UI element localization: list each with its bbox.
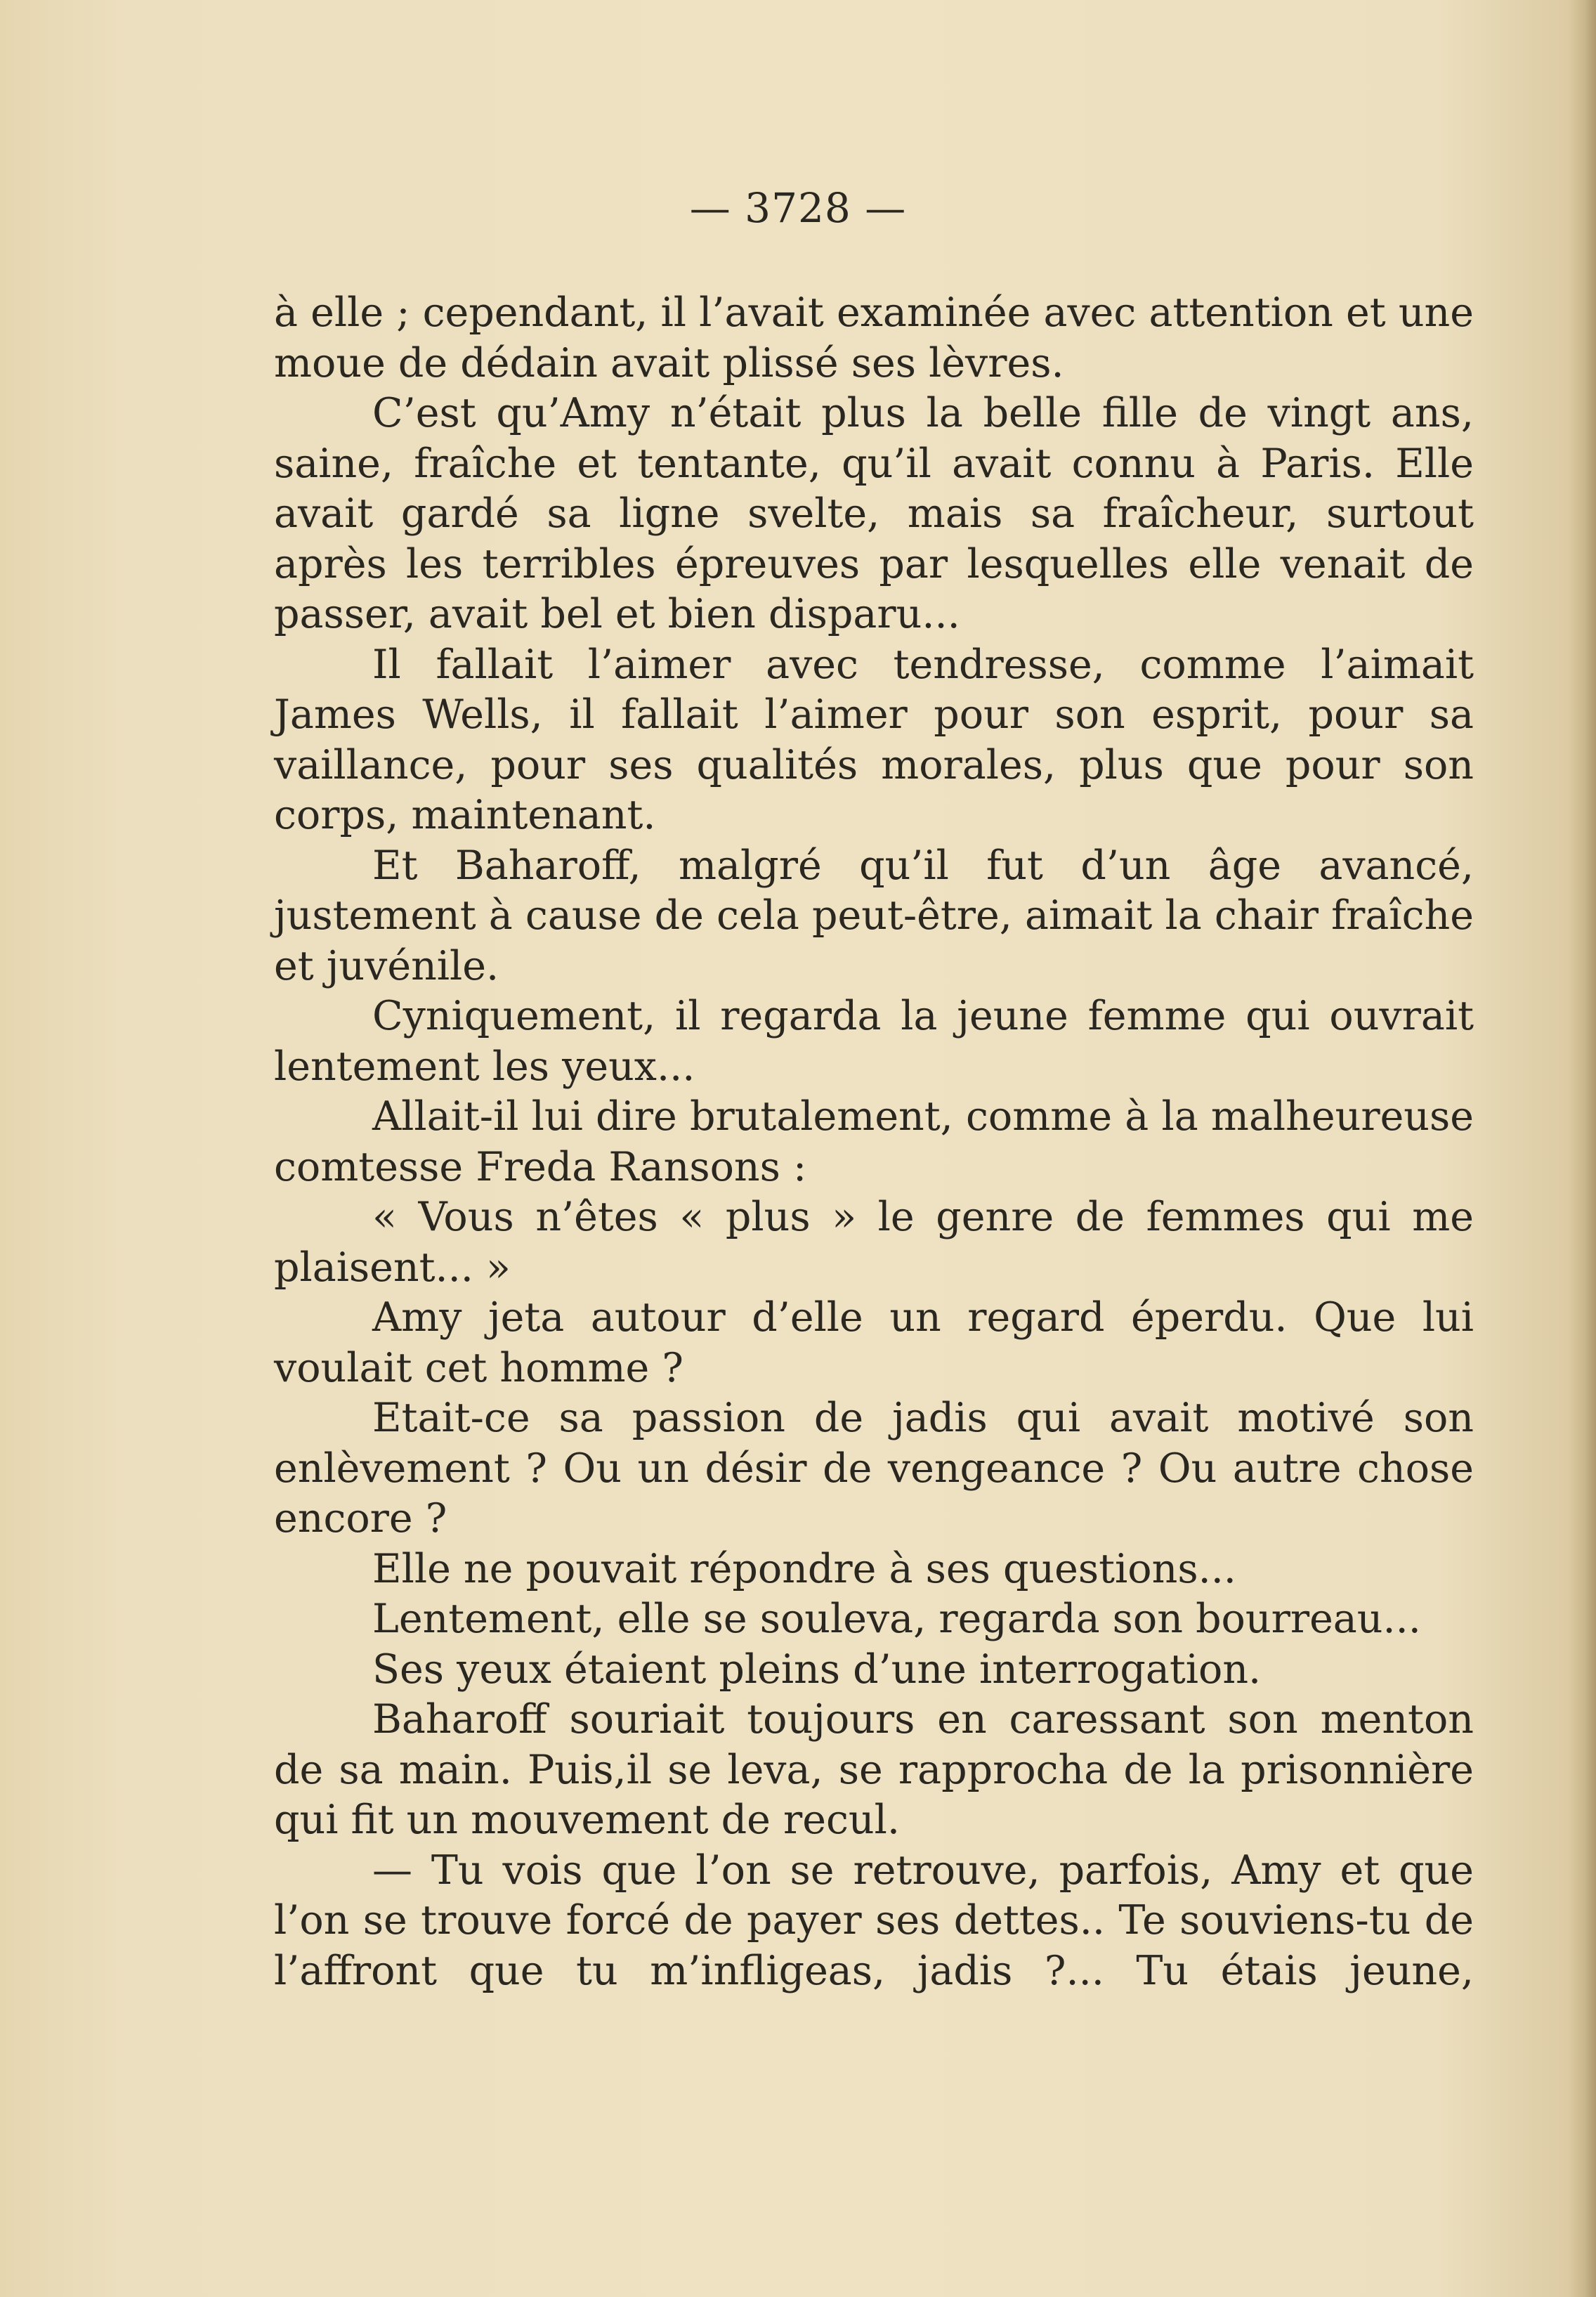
body-text xyxy=(274,288,1474,1996)
paragraph: Etait-ce sa passion de jadis qui avait motivé son enlèvement ? Ou un désir de vengeance ? Ou autre chose encore ? xyxy=(274,1395,1474,1542)
paragraph: à elle ; cependant, il l’avait examinée avec attention et une moue de dédain avait plissé ses lèvres. xyxy=(274,289,1474,386)
paragraph: « Vous n’êtes « plus » le genre de femmes qui me plaisent... » xyxy=(274,1194,1474,1291)
paragraph: Allait-il lui dire brutalement, comme à la malheureuse comtesse Freda Ransons : xyxy=(274,1093,1474,1190)
paragraph: Elle ne pouvait répondre à ses questions... xyxy=(372,1545,1236,1592)
paragraph: Lentement, elle se souleva, regarda son bourreau... xyxy=(372,1596,1421,1642)
paragraph: Il fallait l’aimer avec tendresse, comme l’aimait James Wells, il fallait l’aimer pour son esprit, pour sa vaillance, pour ses qualités morales, plus que pour son corps, maintenant. xyxy=(274,641,1474,838)
paragraph: C’est qu’Amy n’était plus la belle fille de vingt ans, saine, fraîche et tentante, qu’il avait connu à Paris. Elle avait gardé sa ligne svelte, mais sa fraîcheur, surtout après les terribles épreuves par lesquelles elle venait de passer, avait bel et bien disparu... xyxy=(274,390,1474,637)
paragraph: — Tu vois que l’on se retrouve, parfois, Amy et que l’on se trouve forcé de payer ses dettes.. Te souviens-tu de l’affront que tu m’infligeas, jadis ?... Tu étais jeune, xyxy=(274,1847,1474,1994)
paragraph: Et Baharoff, malgré qu’il fut d’un âge avancé, justement à cause de cela peut-être, aimait la chair fraîche et juvénile. xyxy=(274,842,1474,989)
page-edge-shadow xyxy=(1568,0,1596,2297)
page-number: — 3728 — xyxy=(689,184,907,232)
paragraph: Cyniquement, il regarda la jeune femme qui ouvrait lentement les yeux... xyxy=(274,993,1474,1090)
paragraph: Amy jeta autour d’elle un regard éperdu. Que lui voulait cet homme ? xyxy=(274,1294,1474,1391)
paragraph: Ses yeux étaient pleins d’une interrogation. xyxy=(372,1646,1262,1693)
paragraph: Baharoff souriait toujours en caressant son menton de sa main. Puis,il se leva, se rapprocha de la prisonnière qui fit un mouvement de recul. xyxy=(274,1696,1474,1843)
